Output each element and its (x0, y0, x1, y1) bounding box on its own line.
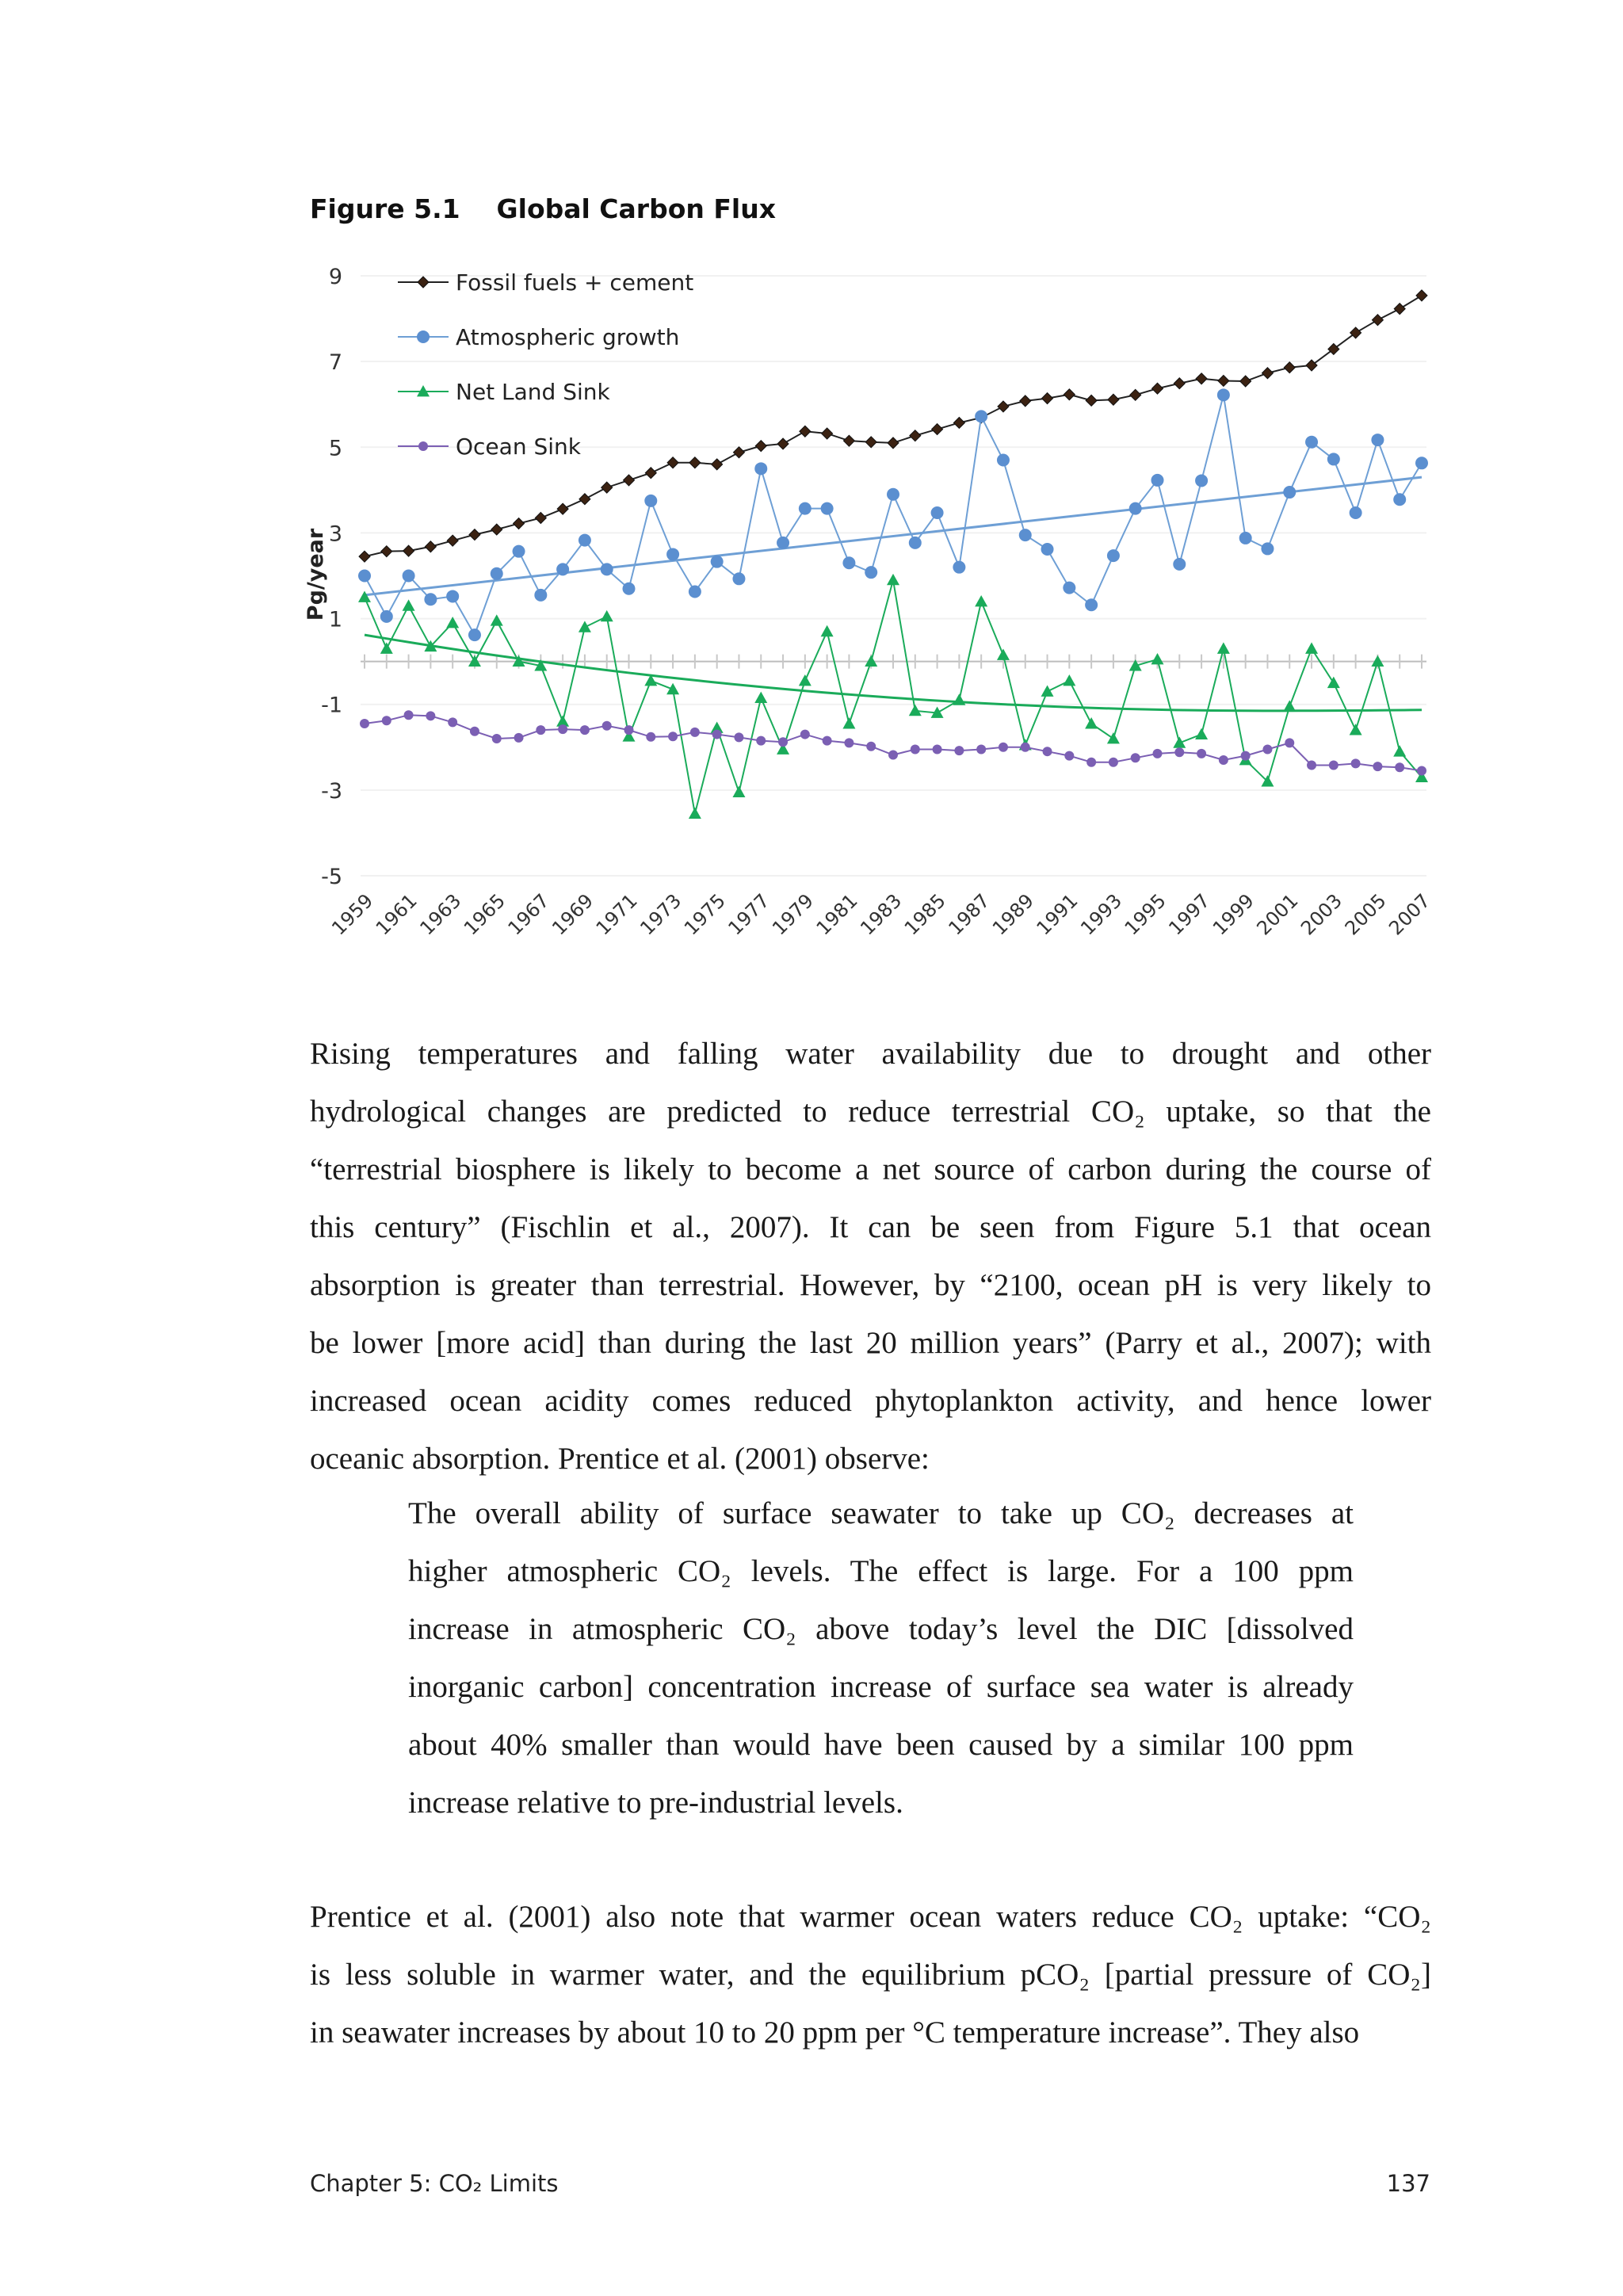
data-point (1063, 582, 1075, 594)
data-point (380, 642, 393, 653)
y-tick-label: 7 (328, 350, 342, 376)
data-point (403, 545, 414, 556)
data-point (1372, 315, 1383, 326)
x-tick-label: 1967 (503, 889, 554, 940)
data-point (446, 590, 459, 602)
data-point (866, 742, 876, 751)
y-tick-label: -1 (321, 693, 342, 718)
data-point (1218, 375, 1229, 386)
data-point (690, 728, 700, 737)
data-point (712, 730, 722, 739)
data-point (821, 502, 834, 515)
data-point (1107, 549, 1120, 562)
data-point (514, 518, 525, 529)
data-point (469, 529, 480, 541)
data-point (909, 705, 922, 716)
data-point (732, 786, 745, 797)
data-point (491, 567, 503, 580)
data-point (1108, 394, 1119, 405)
text-line: increased ocean acidity comes reduced phytoplankton activity, and hence lower (310, 1384, 1431, 1418)
data-point (623, 583, 636, 595)
data-point (755, 441, 766, 452)
x-tick-label: 1975 (679, 889, 730, 940)
data-point (1173, 558, 1186, 571)
data-point (644, 495, 657, 507)
data-point (1327, 677, 1340, 688)
data-point (1174, 747, 1184, 757)
data-point (535, 513, 546, 524)
data-point (668, 732, 678, 741)
text-line: in seawater increases by about 10 to 20 ppm per °C temperature increase”. They also (310, 2015, 1360, 2050)
data-point (1217, 642, 1230, 653)
data-point (734, 732, 743, 742)
data-point (1394, 304, 1405, 315)
data-point (403, 570, 415, 583)
x-tick-label: 1987 (944, 889, 995, 940)
legend-label: Atmospheric growth (456, 324, 680, 350)
data-point (932, 424, 943, 435)
data-point (491, 614, 503, 625)
data-point (557, 503, 568, 514)
data-point (1174, 378, 1185, 389)
data-point (910, 430, 921, 441)
x-tick-label: 1961 (371, 889, 422, 940)
data-point (1086, 758, 1096, 767)
data-point (954, 746, 964, 755)
x-tick-label: 1963 (415, 889, 466, 940)
data-point (799, 674, 812, 686)
data-point (888, 751, 898, 760)
data-point (754, 692, 767, 703)
data-point (1351, 758, 1361, 768)
text-line: oceanic absorption. Prentice et al. (2001) observe: (310, 1442, 930, 1476)
data-point (1197, 749, 1206, 758)
data-point (1129, 502, 1142, 515)
x-tick-label: 2003 (1296, 889, 1347, 940)
y-axis-label: Pg/year (304, 528, 328, 621)
legend-swatch-marker (418, 441, 428, 451)
figure-label: Figure 5.1 (310, 193, 460, 224)
data-point (1109, 758, 1118, 767)
series-line (365, 395, 1422, 635)
x-tick-label: 2005 (1340, 889, 1391, 940)
data-point (448, 717, 457, 727)
data-point (558, 724, 567, 734)
data-point (1063, 674, 1075, 686)
data-point (667, 457, 678, 468)
data-point (382, 716, 391, 725)
x-tick-label: 1979 (768, 889, 819, 940)
data-point (909, 537, 922, 549)
text-line: be lower [more acid] than during the last 20 million years” (Parry et al., 2007); with (310, 1326, 1431, 1360)
data-point (470, 727, 479, 736)
x-tick-label: 1983 (856, 889, 907, 940)
data-point (953, 561, 965, 574)
data-point (358, 591, 371, 602)
x-tick-label: 1993 (1076, 889, 1127, 940)
data-point (426, 711, 435, 720)
data-point (646, 732, 655, 742)
data-point (843, 435, 854, 446)
data-point (998, 401, 1009, 412)
x-tick-label: 1999 (1208, 889, 1258, 940)
paragraph-2 (310, 1888, 1431, 2061)
data-point (404, 710, 414, 720)
text-line: Rising temperatures and falling water availability due to drought and other (310, 1037, 1431, 1071)
footer-chapter: Chapter 5: CO₂ Limits (310, 2170, 559, 2197)
y-tick-label: -5 (321, 865, 342, 889)
y-tick-label: 5 (328, 436, 342, 461)
data-point (447, 535, 458, 546)
data-point (778, 737, 788, 747)
legend-swatch-marker (418, 277, 429, 288)
text-line: inorganic carbon] concentration increase of surface sea water is already (408, 1670, 1354, 1704)
data-point (536, 725, 545, 735)
data-point (1373, 762, 1382, 771)
data-point (1085, 717, 1098, 728)
data-point (756, 736, 766, 746)
data-point (976, 744, 986, 754)
data-point (842, 556, 855, 569)
trendline (365, 635, 1422, 711)
data-point (953, 417, 964, 428)
data-point (1085, 598, 1098, 611)
legend-label: Ocean Sink (456, 434, 581, 460)
data-point (1041, 543, 1054, 556)
data-point (1064, 751, 1074, 761)
data-point (1305, 642, 1318, 653)
data-point (1284, 362, 1295, 373)
text-line: increase relative to pre-industrial levels. (408, 1786, 903, 1820)
data-point (1219, 755, 1228, 765)
data-point (1305, 436, 1318, 449)
data-point (360, 719, 369, 728)
data-point (1350, 506, 1362, 519)
y-tick-label: -3 (321, 778, 342, 804)
data-point (1217, 388, 1230, 401)
data-point (997, 649, 1010, 660)
x-tick-label: 1959 (327, 889, 378, 940)
text-line: is less soluble in warmer water, and the equilibrium pCO₂ [partial pressure of CO₂] (310, 1958, 1431, 1992)
data-point (579, 621, 591, 632)
text-line: The overall ability of surface seawater to take up CO₂ decreases at (408, 1496, 1354, 1530)
data-point (887, 488, 899, 501)
data-point (601, 563, 613, 575)
data-point (842, 717, 855, 728)
data-point (1262, 368, 1273, 379)
data-point (1329, 760, 1338, 770)
data-point (1019, 529, 1032, 541)
data-point (513, 545, 525, 558)
data-point (933, 744, 942, 754)
data-point (359, 551, 370, 562)
data-point (1328, 343, 1339, 354)
x-tick-label: 1971 (591, 889, 642, 940)
data-point (800, 730, 810, 739)
x-tick-label: 1985 (899, 889, 950, 940)
data-point (1285, 738, 1294, 747)
data-point (534, 589, 547, 602)
text-line: hydrological changes are predicted to reduce terrestrial CO₂ uptake, so that the (310, 1095, 1431, 1129)
data-point (579, 494, 590, 505)
text-line: “terrestrial biosphere is likely to become a net source of carbon during the course of (310, 1152, 1431, 1186)
data-point (711, 556, 724, 568)
data-point (1151, 474, 1164, 487)
data-point (1152, 383, 1163, 394)
data-point (799, 502, 812, 515)
data-point (1043, 747, 1052, 756)
data-point (844, 738, 854, 747)
data-point (624, 475, 635, 486)
data-point (1064, 389, 1075, 400)
data-point (1107, 732, 1120, 743)
data-point (514, 733, 524, 743)
y-tick-label: 1 (328, 607, 342, 632)
text-line: about 40% smaller than would have been caused by a similar 100 ppm (408, 1728, 1354, 1762)
x-tick-label: 1991 (1032, 889, 1083, 940)
x-tick-label: 1997 (1164, 889, 1215, 940)
data-point (997, 454, 1010, 467)
data-point (1393, 745, 1406, 756)
x-tick-label: 2001 (1252, 889, 1303, 940)
data-point (999, 743, 1008, 752)
data-point (381, 546, 392, 557)
data-point (1393, 493, 1406, 506)
data-point (1350, 724, 1362, 735)
data-point (887, 574, 899, 585)
data-point (602, 721, 612, 731)
data-point (754, 462, 767, 475)
data-point (1417, 766, 1426, 776)
data-point (800, 426, 811, 437)
data-point (689, 808, 701, 819)
x-tick-label: 2007 (1384, 889, 1435, 940)
data-point (865, 437, 876, 448)
data-point (953, 693, 965, 705)
text-line: absorption is greater than terrestrial. However, by “2100, ocean pH is very likely to (310, 1268, 1431, 1302)
data-point (425, 541, 436, 552)
x-tick-label: 1981 (812, 889, 862, 940)
data-point (1371, 434, 1384, 446)
data-point (733, 447, 744, 458)
data-point (689, 586, 701, 598)
data-point (931, 506, 944, 519)
data-point (579, 534, 591, 547)
data-point (1020, 395, 1031, 407)
data-point (1350, 327, 1361, 338)
data-point (358, 570, 371, 583)
data-point (975, 410, 987, 422)
data-point (492, 734, 502, 743)
x-tick-label: 1977 (724, 889, 774, 940)
legend-label: Net Land Sink (456, 379, 610, 405)
data-point (1195, 474, 1208, 487)
legend-swatch-marker (417, 330, 430, 343)
data-point (1151, 653, 1164, 664)
data-point (1239, 532, 1252, 544)
carbon-flux-chart (0, 0, 1623, 975)
text-line: increase in atmospheric CO₂ above today’s level the DIC [dissolved (408, 1612, 1354, 1646)
data-point (556, 563, 569, 575)
data-point (1021, 743, 1030, 752)
data-point (1416, 290, 1427, 301)
data-point (1042, 393, 1053, 404)
data-point (645, 468, 656, 479)
data-point (732, 572, 745, 585)
data-point (380, 610, 393, 623)
series-line (365, 715, 1422, 770)
x-tick-label: 1995 (1120, 889, 1170, 940)
data-point (975, 595, 987, 606)
text-line: Prentice et al. (2001) also note that warmer ocean waters reduce CO₂ uptake: “CO₂ (310, 1900, 1431, 1934)
data-point (1153, 749, 1163, 758)
legend-label: Fossil fuels + cement (456, 269, 694, 296)
data-point (403, 599, 415, 610)
data-point (601, 610, 613, 621)
page-number: 137 (1386, 2170, 1430, 2197)
x-tick-label: 1969 (548, 889, 598, 940)
data-point (689, 457, 701, 468)
data-point (1262, 744, 1272, 754)
data-point (777, 537, 789, 549)
data-point (580, 725, 590, 735)
text-line: higher atmospheric CO₂ levels. The effect is large. For a 100 ppm (408, 1554, 1354, 1588)
data-point (1395, 762, 1404, 772)
data-point (1261, 542, 1274, 555)
figure-title-text: Global Carbon Flux (496, 193, 776, 224)
data-point (1131, 753, 1140, 762)
data-point (1041, 685, 1054, 696)
x-tick-label: 1973 (636, 889, 686, 940)
data-point (1307, 760, 1316, 770)
data-point (712, 459, 723, 470)
data-point (1195, 728, 1208, 739)
data-point (468, 628, 481, 641)
data-point (1240, 376, 1251, 387)
data-point (821, 625, 834, 636)
data-point (1130, 389, 1141, 400)
data-point (911, 744, 920, 754)
text-line: this century” (Fischlin et al., 2007). It can be seen from Figure 5.1 that ocean (310, 1210, 1431, 1244)
data-point (822, 428, 833, 439)
data-point (865, 566, 877, 579)
data-point (1173, 736, 1186, 747)
y-tick-label: 9 (328, 265, 342, 289)
data-point (1086, 395, 1097, 406)
data-point (424, 593, 437, 606)
data-point (666, 548, 679, 560)
data-point (1415, 457, 1428, 469)
x-tick-label: 1989 (988, 889, 1038, 940)
block-quote (408, 1484, 1354, 1832)
data-point (823, 736, 832, 746)
data-point (1196, 373, 1207, 384)
data-point (666, 683, 679, 694)
y-tick-label: 3 (328, 521, 342, 547)
data-point (1241, 751, 1251, 761)
data-point (1327, 453, 1340, 465)
x-tick-label: 1965 (460, 889, 510, 940)
data-point (624, 725, 634, 735)
data-point (601, 482, 613, 493)
data-point (1283, 700, 1296, 711)
data-point (1283, 486, 1296, 499)
paragraph-1 (310, 1025, 1431, 1488)
